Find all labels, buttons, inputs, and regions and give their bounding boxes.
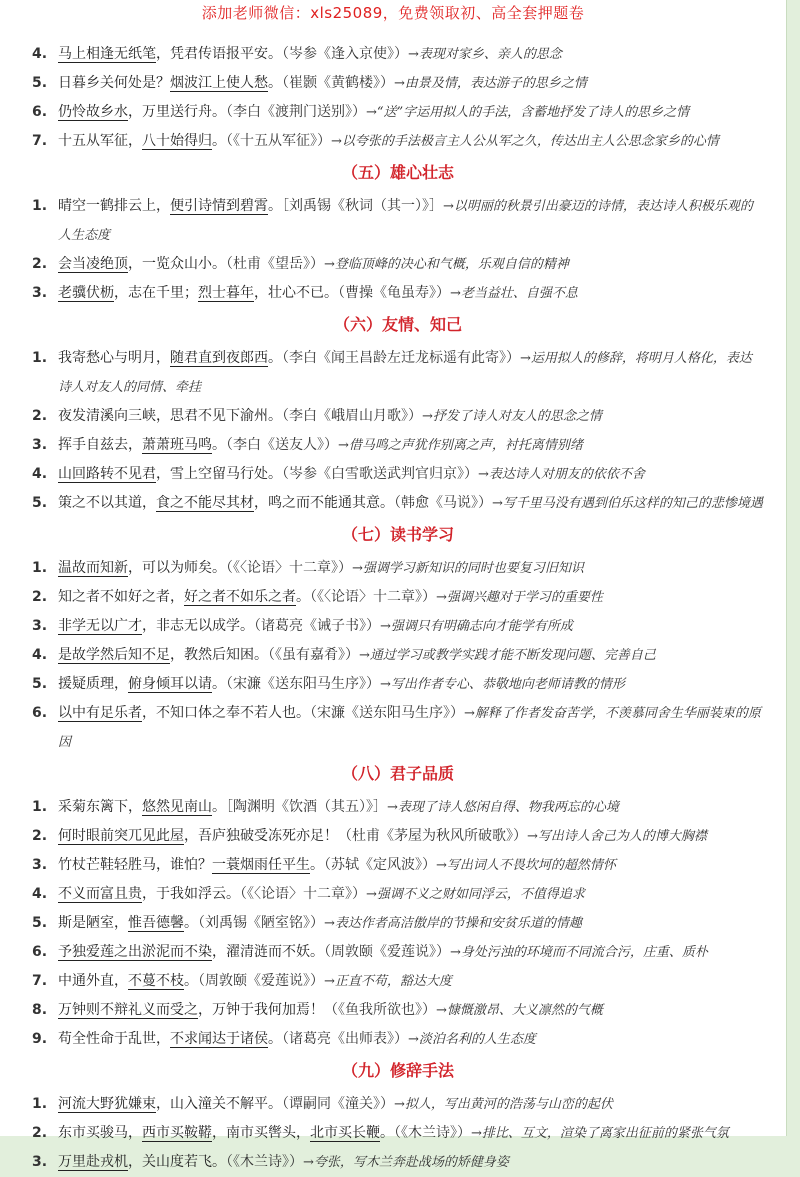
verse-text: 采菊东篱下， — [58, 799, 142, 815]
verse-text: 中通外直， — [58, 973, 128, 989]
item-body — [58, 793, 764, 822]
section-heading: （五）雄心壮志 — [341, 163, 454, 182]
highlighted-verse: 不蔓不枝 — [128, 973, 184, 989]
verse-text: ，凭君传语报平安。 — [156, 46, 282, 62]
source-citation: （李白《闻王昌龄左迁龙标遥有此寄》） — [282, 350, 520, 366]
list-item — [32, 40, 764, 69]
item-number: 5. — [32, 915, 48, 931]
highlighted-verse: 温故而知新 — [58, 560, 128, 576]
annotation: →表达作者高洁傲岸的节操和安贫乐道的情趣 — [324, 916, 582, 931]
item-number: 2. — [32, 828, 48, 844]
item-body — [58, 938, 764, 967]
verse-text: 。 — [212, 437, 226, 453]
source-citation: （李白《渡荆门送别》） — [226, 104, 366, 120]
verse-text: 援疑质理， — [58, 676, 128, 692]
list-item — [32, 822, 764, 851]
annotation: →强调学习新知识的同时也要复习旧知识 — [352, 561, 584, 576]
highlighted-verse: 予独爱莲之出淤泥而不染 — [58, 944, 212, 960]
annotation: →淡泊名利的人生态度 — [408, 1032, 536, 1047]
item-body — [58, 612, 764, 641]
annotation: →老当益壮、自强不息 — [450, 286, 578, 301]
list-item — [32, 699, 764, 757]
highlighted-verse: 何时眼前突兀见此屋 — [58, 828, 184, 844]
item-number: 4. — [32, 46, 48, 62]
highlighted-verse: 食之不能尽其材 — [156, 495, 254, 511]
item-body — [58, 554, 764, 583]
list-item — [32, 69, 764, 98]
item-number: 6. — [32, 104, 48, 120]
item-number: 9. — [32, 1031, 48, 1047]
annotation: →以夸张的手法极言主人公从军之久，传达出主人公思念家乡的心情 — [331, 134, 719, 149]
source-citation: ［刘禹锡《秋词（其一）》］ — [282, 198, 443, 214]
list-item — [32, 967, 764, 996]
item-body — [58, 641, 764, 670]
list-item — [32, 583, 764, 612]
annotation: →通过学习或教学实践才能不断发现问题、完善自己 — [359, 648, 656, 663]
verse-text: 。 — [268, 350, 282, 366]
verse-text: ，关山度若飞。 — [128, 1154, 226, 1170]
item-body — [58, 967, 764, 996]
source-citation: （《〈论语〉十二章》） — [240, 886, 366, 902]
verse-text: ，教然后知困。 — [170, 647, 268, 663]
item-body — [58, 996, 764, 1025]
annotation: →以明丽的秋景引出豪迈的诗情，表达诗人积极乐观的人生态度 — [58, 199, 753, 243]
list-item — [32, 279, 764, 308]
item-number: 5. — [32, 75, 48, 91]
highlighted-verse: 便引诗情到碧霄 — [170, 198, 268, 214]
verse-text: 。 — [268, 1031, 282, 1047]
item-number: 5. — [32, 676, 48, 692]
item-number: 7. — [32, 133, 48, 149]
verse-text: ，一览众山小。 — [128, 256, 226, 272]
source-citation: （《鱼我所欲也》） — [324, 1002, 436, 1018]
annotation: →排比、互文，渲染了离家出征前的紧张气氛 — [471, 1126, 729, 1141]
item-body — [58, 431, 764, 460]
highlighted-verse: 好之者不如乐之者 — [184, 589, 296, 605]
list-item — [32, 1025, 764, 1054]
list-item — [32, 344, 764, 402]
item-number: 1. — [32, 560, 48, 576]
source-citation: （周敦颐《爱莲说》） — [198, 973, 324, 989]
item-number: 3. — [32, 1154, 48, 1170]
annotation: →“送”字运用拟人的手法，含蓄地抒发了诗人的思乡之情 — [366, 105, 690, 120]
highlighted-verse: 会当凌绝顶 — [58, 256, 128, 272]
verse-text: 斯是陋室， — [58, 915, 128, 931]
verse-text: 。 — [184, 915, 198, 931]
list-item — [32, 1119, 764, 1148]
list-item — [32, 880, 764, 909]
verse-text: 知之者不如好之者， — [58, 589, 184, 605]
item-number: 4. — [32, 647, 48, 663]
verse-text: 竹杖芒鞋轻胜马，谁怕？ — [58, 857, 212, 873]
highlighted-verse: 仍怜故乡水 — [58, 104, 128, 120]
source-citation: ［陶渊明《饮酒（其五）》］ — [226, 799, 387, 815]
item-number: 6. — [32, 944, 48, 960]
list-item — [32, 641, 764, 670]
list-item — [32, 938, 764, 967]
verse-text: ，不知口体之奉不若人也。 — [142, 705, 310, 721]
list-item — [32, 402, 764, 431]
verse-text: 。 — [212, 799, 226, 815]
source-citation: （韩愈《马说》） — [394, 495, 492, 511]
item-body — [58, 909, 764, 938]
item-body — [58, 402, 764, 431]
source-citation: （诸葛亮《诫子书》） — [254, 618, 380, 634]
item-number: 3. — [32, 618, 48, 634]
highlighted-verse: 河流大野犹嫌束 — [58, 1096, 156, 1112]
item-number: 1. — [32, 350, 48, 366]
source-citation: （谭嗣同《潼关》） — [282, 1096, 394, 1112]
highlighted-verse: 烈士暮年 — [198, 285, 254, 301]
verse-text: ，壮心不已。 — [254, 285, 338, 301]
verse-text: 。 — [212, 133, 226, 149]
highlighted-verse: 惟吾德馨 — [128, 915, 184, 931]
verse-text: ，非志无以成学。 — [142, 618, 254, 634]
list-item — [32, 127, 764, 156]
list-item — [32, 851, 764, 880]
highlighted-verse: 马上相逢无纸笔 — [58, 46, 156, 62]
list-item — [32, 98, 764, 127]
verse-text: 。 — [296, 589, 310, 605]
annotation: →写千里马没有遇到伯乐这样的知己的悲惨境遇 — [492, 496, 763, 511]
highlighted-verse: 北市买长鞭 — [310, 1125, 380, 1141]
verse-text: ，山入潼关不解平。 — [156, 1096, 282, 1112]
list-item — [32, 250, 764, 279]
highlighted-verse: 万里赴戎机 — [58, 1154, 128, 1170]
list-item — [32, 460, 764, 489]
list-item — [32, 192, 764, 250]
annotation: →表达诗人对朋友的依依不舍 — [478, 467, 645, 482]
verse-text: 。 — [268, 198, 282, 214]
list-item — [32, 1148, 764, 1177]
item-number: 7. — [32, 973, 48, 989]
highlighted-verse: 俯身倾耳以请 — [128, 676, 212, 692]
item-body — [58, 192, 764, 250]
source-citation: （《虽有嘉肴》） — [268, 647, 359, 663]
annotation: →慷慨激昂、大义凛然的气概 — [436, 1003, 603, 1018]
source-citation: （刘禹锡《陋室铭》） — [198, 915, 324, 931]
source-citation: （崔颢《黄鹤楼》） — [282, 75, 394, 91]
source-citation: （周敦颐《爱莲说》） — [324, 944, 450, 960]
source-citation: （《十五从军征》） — [226, 133, 331, 149]
annotation: →身处污浊的环境而不同流合污，庄重、质朴 — [450, 945, 708, 960]
source-citation: （曹操《龟虽寿》） — [338, 285, 450, 301]
item-number: 2. — [32, 589, 48, 605]
annotation: →运用拟人的修辞，将明月人格化，表达诗人对友人的同情、牵挂 — [58, 351, 752, 395]
item-body — [58, 1090, 764, 1119]
item-body — [58, 344, 764, 402]
list-item — [32, 670, 764, 699]
highlighted-verse: 不求闻达于诸侯 — [170, 1031, 268, 1047]
verse-text: ，志在千里； — [114, 285, 198, 301]
verse-text: 东市买骏马， — [58, 1125, 142, 1141]
list-item — [32, 793, 764, 822]
verse-text: 。 — [268, 75, 282, 91]
highlighted-verse: 悠然见南山 — [142, 799, 212, 815]
item-body — [58, 40, 764, 69]
source-citation: （《〈论语〉十二章》） — [226, 560, 352, 576]
item-number: 4. — [32, 466, 48, 482]
item-number: 2. — [32, 256, 48, 272]
highlighted-verse: 以中有足乐者 — [58, 705, 142, 721]
annotation: →正直不苟，豁达大度 — [324, 974, 452, 989]
annotation: →拟人，写出黄河的浩荡与山峦的起伏 — [394, 1097, 613, 1112]
verse-text: ，可以为师矣。 — [128, 560, 226, 576]
list-item — [32, 431, 764, 460]
highlighted-verse: 非学无以广才 — [58, 618, 142, 634]
item-body — [58, 880, 764, 909]
annotation: →强调兴趣对于学习的重要性 — [436, 590, 603, 605]
item-number: 1. — [32, 799, 48, 815]
highlighted-verse: 烟波江上使人愁 — [170, 75, 268, 91]
item-body — [58, 98, 764, 127]
verse-text: 。 — [310, 857, 324, 873]
section-heading: （六）友情、知己 — [333, 315, 462, 334]
verse-text: 。 — [380, 1125, 394, 1141]
item-body — [58, 250, 764, 279]
highlighted-verse: 万钟则不辩礼义而受之 — [58, 1002, 198, 1018]
poem-list — [32, 40, 764, 1177]
source-citation: （李白《送友人》） — [226, 437, 338, 453]
annotation: →登临顶峰的决心和气概，乐观自信的精神 — [324, 257, 569, 272]
source-citation: （李白《峨眉山月歌》） — [282, 408, 422, 424]
verse-text: 十五从军征， — [58, 133, 142, 149]
item-body — [58, 460, 764, 489]
item-number: 3. — [32, 437, 48, 453]
verse-text: ，于我如浮云。 — [142, 886, 240, 902]
item-body — [58, 822, 764, 851]
annotation: →表现了诗人悠闲自得、物我两忘的心境 — [387, 800, 619, 815]
verse-text: 我寄愁心与明月， — [58, 350, 170, 366]
annotation: →强调只有明确志向才能学有所成 — [380, 619, 573, 634]
verse-text: 苟全性命于乱世， — [58, 1031, 170, 1047]
list-item — [32, 909, 764, 938]
annotation: →强调不义之财如同浮云，不值得追求 — [366, 887, 585, 902]
item-body — [58, 279, 764, 308]
highlighted-verse: 八十始得归 — [142, 133, 212, 149]
list-item — [32, 489, 764, 518]
verse-text: ，南市买辔头， — [212, 1125, 310, 1141]
item-number: 4. — [32, 886, 48, 902]
source-citation: （《〈论语〉十二章》） — [310, 589, 436, 605]
verse-text: ，万钟于我何加焉！ — [198, 1002, 324, 1018]
item-number: 3. — [32, 285, 48, 301]
verse-text: ，吾庐独破受冻死亦足！ — [184, 828, 338, 844]
verse-text: ，濯清涟而不妖。 — [212, 944, 324, 960]
item-number: 1. — [32, 198, 48, 214]
verse-text: ，万里送行舟。 — [128, 104, 226, 120]
verse-text: 。 — [212, 676, 226, 692]
verse-text: 。 — [184, 973, 198, 989]
source-citation: （岑参《逢入京使》） — [282, 46, 408, 62]
item-number: 8. — [32, 1002, 48, 1018]
annotation: →写出作者专心、恭敬地向老师请教的情形 — [380, 677, 625, 692]
verse-text: ，雪上空留马行处。 — [156, 466, 282, 482]
verse-text: ，鸣之而不能通其意。 — [254, 495, 394, 511]
section-heading: （七）读书学习 — [341, 525, 454, 544]
highlighted-verse: 萧萧班马鸣 — [142, 437, 212, 453]
item-body — [58, 583, 764, 612]
verse-text: 日暮乡关何处是？ — [58, 75, 170, 91]
item-number: 5. — [32, 495, 48, 511]
promo-banner: 添加老师微信：xls25089，免费领取初、高全套押题卷 — [201, 4, 585, 22]
source-citation: （诸葛亮《出师表》） — [282, 1031, 408, 1047]
item-body — [58, 699, 764, 757]
highlighted-verse: 老骥伏枥 — [58, 285, 114, 301]
item-body — [58, 1025, 764, 1054]
item-body — [58, 851, 764, 880]
annotation: →解释了作者发奋苦学，不羡慕同舍生华丽装束的原因 — [58, 706, 761, 750]
section-heading: （八）君子品质 — [341, 764, 454, 783]
source-citation: （岑参《白雪歌送武判官归京》） — [282, 466, 478, 482]
item-body — [58, 670, 764, 699]
item-body — [58, 69, 764, 98]
annotation: →写出词人不畏坎坷的超然情怀 — [436, 858, 616, 873]
source-citation: （宋濂《送东阳马生序》） — [226, 676, 380, 692]
item-body — [58, 127, 764, 156]
annotation: →借马鸣之声犹作别离之声，衬托离情别绪 — [338, 438, 583, 453]
highlighted-verse: 山回路转不见君 — [58, 466, 156, 482]
annotation: →写出诗人舍己为人的博大胸襟 — [527, 829, 707, 844]
list-item — [32, 1090, 764, 1119]
list-item — [32, 554, 764, 583]
annotation: →夸张，写木兰奔赴战场的矫健身姿 — [303, 1155, 509, 1170]
item-number: 1. — [32, 1096, 48, 1112]
source-citation: （杜甫《望岳》） — [226, 256, 324, 272]
source-citation: （《木兰诗》） — [394, 1125, 471, 1141]
verse-text: 晴空一鹤排云上， — [58, 198, 170, 214]
item-body — [58, 489, 764, 518]
verse-text: 策之不以其道， — [58, 495, 156, 511]
highlighted-verse: 一蓑烟雨任平生 — [212, 857, 310, 873]
item-number: 2. — [32, 408, 48, 424]
list-item — [32, 996, 764, 1025]
annotation: →表现对家乡、亲人的思念 — [408, 47, 562, 62]
source-citation: （《木兰诗》） — [226, 1154, 303, 1170]
source-citation: （杜甫《茅屋为秋风所破歌》） — [338, 828, 527, 844]
highlighted-verse: 随君直到夜郎西 — [170, 350, 268, 366]
item-number: 6. — [32, 705, 48, 721]
highlighted-verse: 不义而富且贵 — [58, 886, 142, 902]
highlighted-verse: 西市买鞍鞯 — [142, 1125, 212, 1141]
verse-text: 挥手自兹去， — [58, 437, 142, 453]
list-item — [32, 612, 764, 641]
item-number: 2. — [32, 1125, 48, 1141]
item-number: 3. — [32, 857, 48, 873]
highlighted-verse: 是故学然后知不足 — [58, 647, 170, 663]
annotation: →抒发了诗人对友人的思念之情 — [422, 409, 602, 424]
source-citation: （苏轼《定风波》） — [324, 857, 436, 873]
item-body — [58, 1119, 764, 1148]
source-citation: （宋濂《送东阳马生序》） — [310, 705, 464, 721]
verse-text: 夜发清溪向三峡，思君不见下渝州。 — [58, 408, 282, 424]
annotation: →由景及情，表达游子的思乡之情 — [394, 76, 587, 91]
section-heading: （九）修辞手法 — [341, 1061, 454, 1080]
item-body — [58, 1148, 764, 1177]
